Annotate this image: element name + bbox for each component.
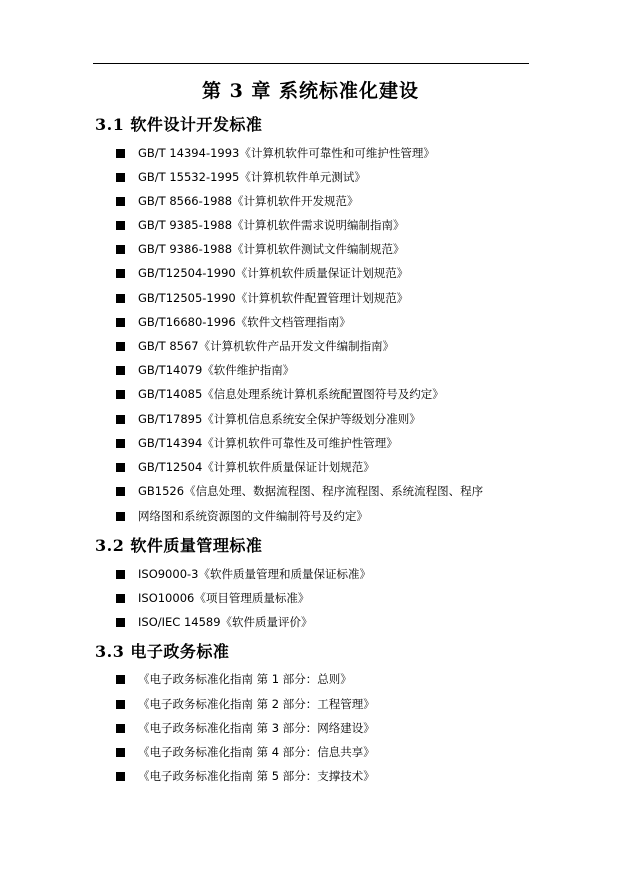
square-bullet-icon [116,366,125,375]
square-bullet-icon [116,294,125,303]
list-item [116,433,398,453]
list-item-text: ISO/IEC 14589《软件质量评价》 [138,615,313,629]
square-bullet-icon [116,570,125,579]
list-item-text: GB/T14085《信息处理系统计算机系统配置图符号及约定》 [138,387,444,401]
list-item-text: 《电子政务标准化指南 第 1 部分：总则》 [138,672,352,686]
list-item [116,143,435,163]
list-item [116,384,444,404]
section-title-3-1: 3.1 软件设计开发标准 [95,115,263,134]
square-bullet-icon [116,618,125,627]
list-item-text: GB/T16680-1996《软件文档管理指南》 [138,315,351,329]
square-bullet-icon [116,173,125,182]
square-bullet-icon [116,245,125,254]
list-item [116,457,375,477]
list-item-text: GB/T12505-1990《计算机软件配置管理计划规范》 [138,291,409,305]
header-rule [93,63,529,64]
list-item [116,239,405,259]
square-bullet-icon [116,748,125,757]
list-item [116,336,394,356]
list-item [116,288,408,308]
list-item [116,742,375,762]
list-item-text: 网络图和系统资源图的文件编制符号及约定》 [138,509,368,523]
square-bullet-icon [116,724,125,733]
square-bullet-icon [116,149,125,158]
square-bullet-icon [116,512,125,521]
chapter-title: 第 3 章 系统标准化建设 [201,80,420,102]
list-item-text: 《电子政务标准化指南 第 4 部分：信息共享》 [138,745,375,759]
square-bullet-icon [116,197,125,206]
square-bullet-icon [116,439,125,448]
list-item [116,360,294,380]
list-item [116,167,366,187]
list-item-text: GB/T 9385-1988《计算机软件需求说明编制指南》 [138,218,405,232]
list-item [116,409,421,429]
list-item-text: GB/T 9386-1988《计算机软件测试文件编制规范》 [138,242,405,256]
list-item-text: GB/T 8567《计算机软件产品开发文件编制指南》 [138,339,395,353]
list-item-text: ISO9000-3《软件质量管理和质量保证标准》 [138,567,371,581]
list-item [116,612,313,632]
list-item-text: GB/T17895《计算机信息系统安全保护等级划分准则》 [138,412,421,426]
square-bullet-icon [116,675,125,684]
list-item [116,191,359,211]
list-item [116,588,309,608]
list-item-text: GB/T 14394-1993《计算机软件可靠性和可维护性管理》 [138,146,435,160]
list-item-text: 《电子政务标准化指南 第 2 部分：工程管理》 [138,697,375,711]
square-bullet-icon [116,390,125,399]
list-item-text: 《电子政务标准化指南 第 5 部分：支撑技术》 [138,769,375,783]
list-item [116,506,368,526]
list-item [116,694,375,714]
list-item [116,718,375,738]
list-item-text: ISO10006《项目管理质量标准》 [138,591,310,605]
square-bullet-icon [116,342,125,351]
section-title-3-2: 3.2 软件质量管理标准 [95,536,263,555]
square-bullet-icon [116,221,125,230]
list-item-text: GB/T 8566-1988《计算机软件开发规范》 [138,194,359,208]
square-bullet-icon [116,700,125,709]
square-bullet-icon [116,487,125,496]
list-item [116,766,375,786]
square-bullet-icon [116,463,125,472]
list-item-text: GB1526《信息处理、数据流程图、程序流程图、系统流程图、程序 [138,484,484,498]
square-bullet-icon [116,415,125,424]
list-item [116,215,405,235]
square-bullet-icon [116,594,125,603]
list-item [116,564,371,584]
square-bullet-icon [116,772,125,781]
list-item-text: GB/T 15532-1995《计算机软件单元测试》 [138,170,366,184]
square-bullet-icon [116,269,125,278]
list-item [116,481,483,501]
list-item-text: GB/T12504-1990《计算机软件质量保证计划规范》 [138,266,409,280]
section-title-3-3: 3.3 电子政务标准 [95,642,230,661]
list-item-text: GB/T14394《计算机软件可靠性及可维护性管理》 [138,436,398,450]
list-item-text: GB/T14079《软件维护指南》 [138,363,295,377]
list-item-text: GB/T12504《计算机软件质量保证计划规范》 [138,460,375,474]
square-bullet-icon [116,318,125,327]
list-item [116,669,352,689]
list-item [116,312,351,332]
list-item-text: 《电子政务标准化指南 第 3 部分：网络建设》 [138,721,375,735]
list-item [116,263,408,283]
